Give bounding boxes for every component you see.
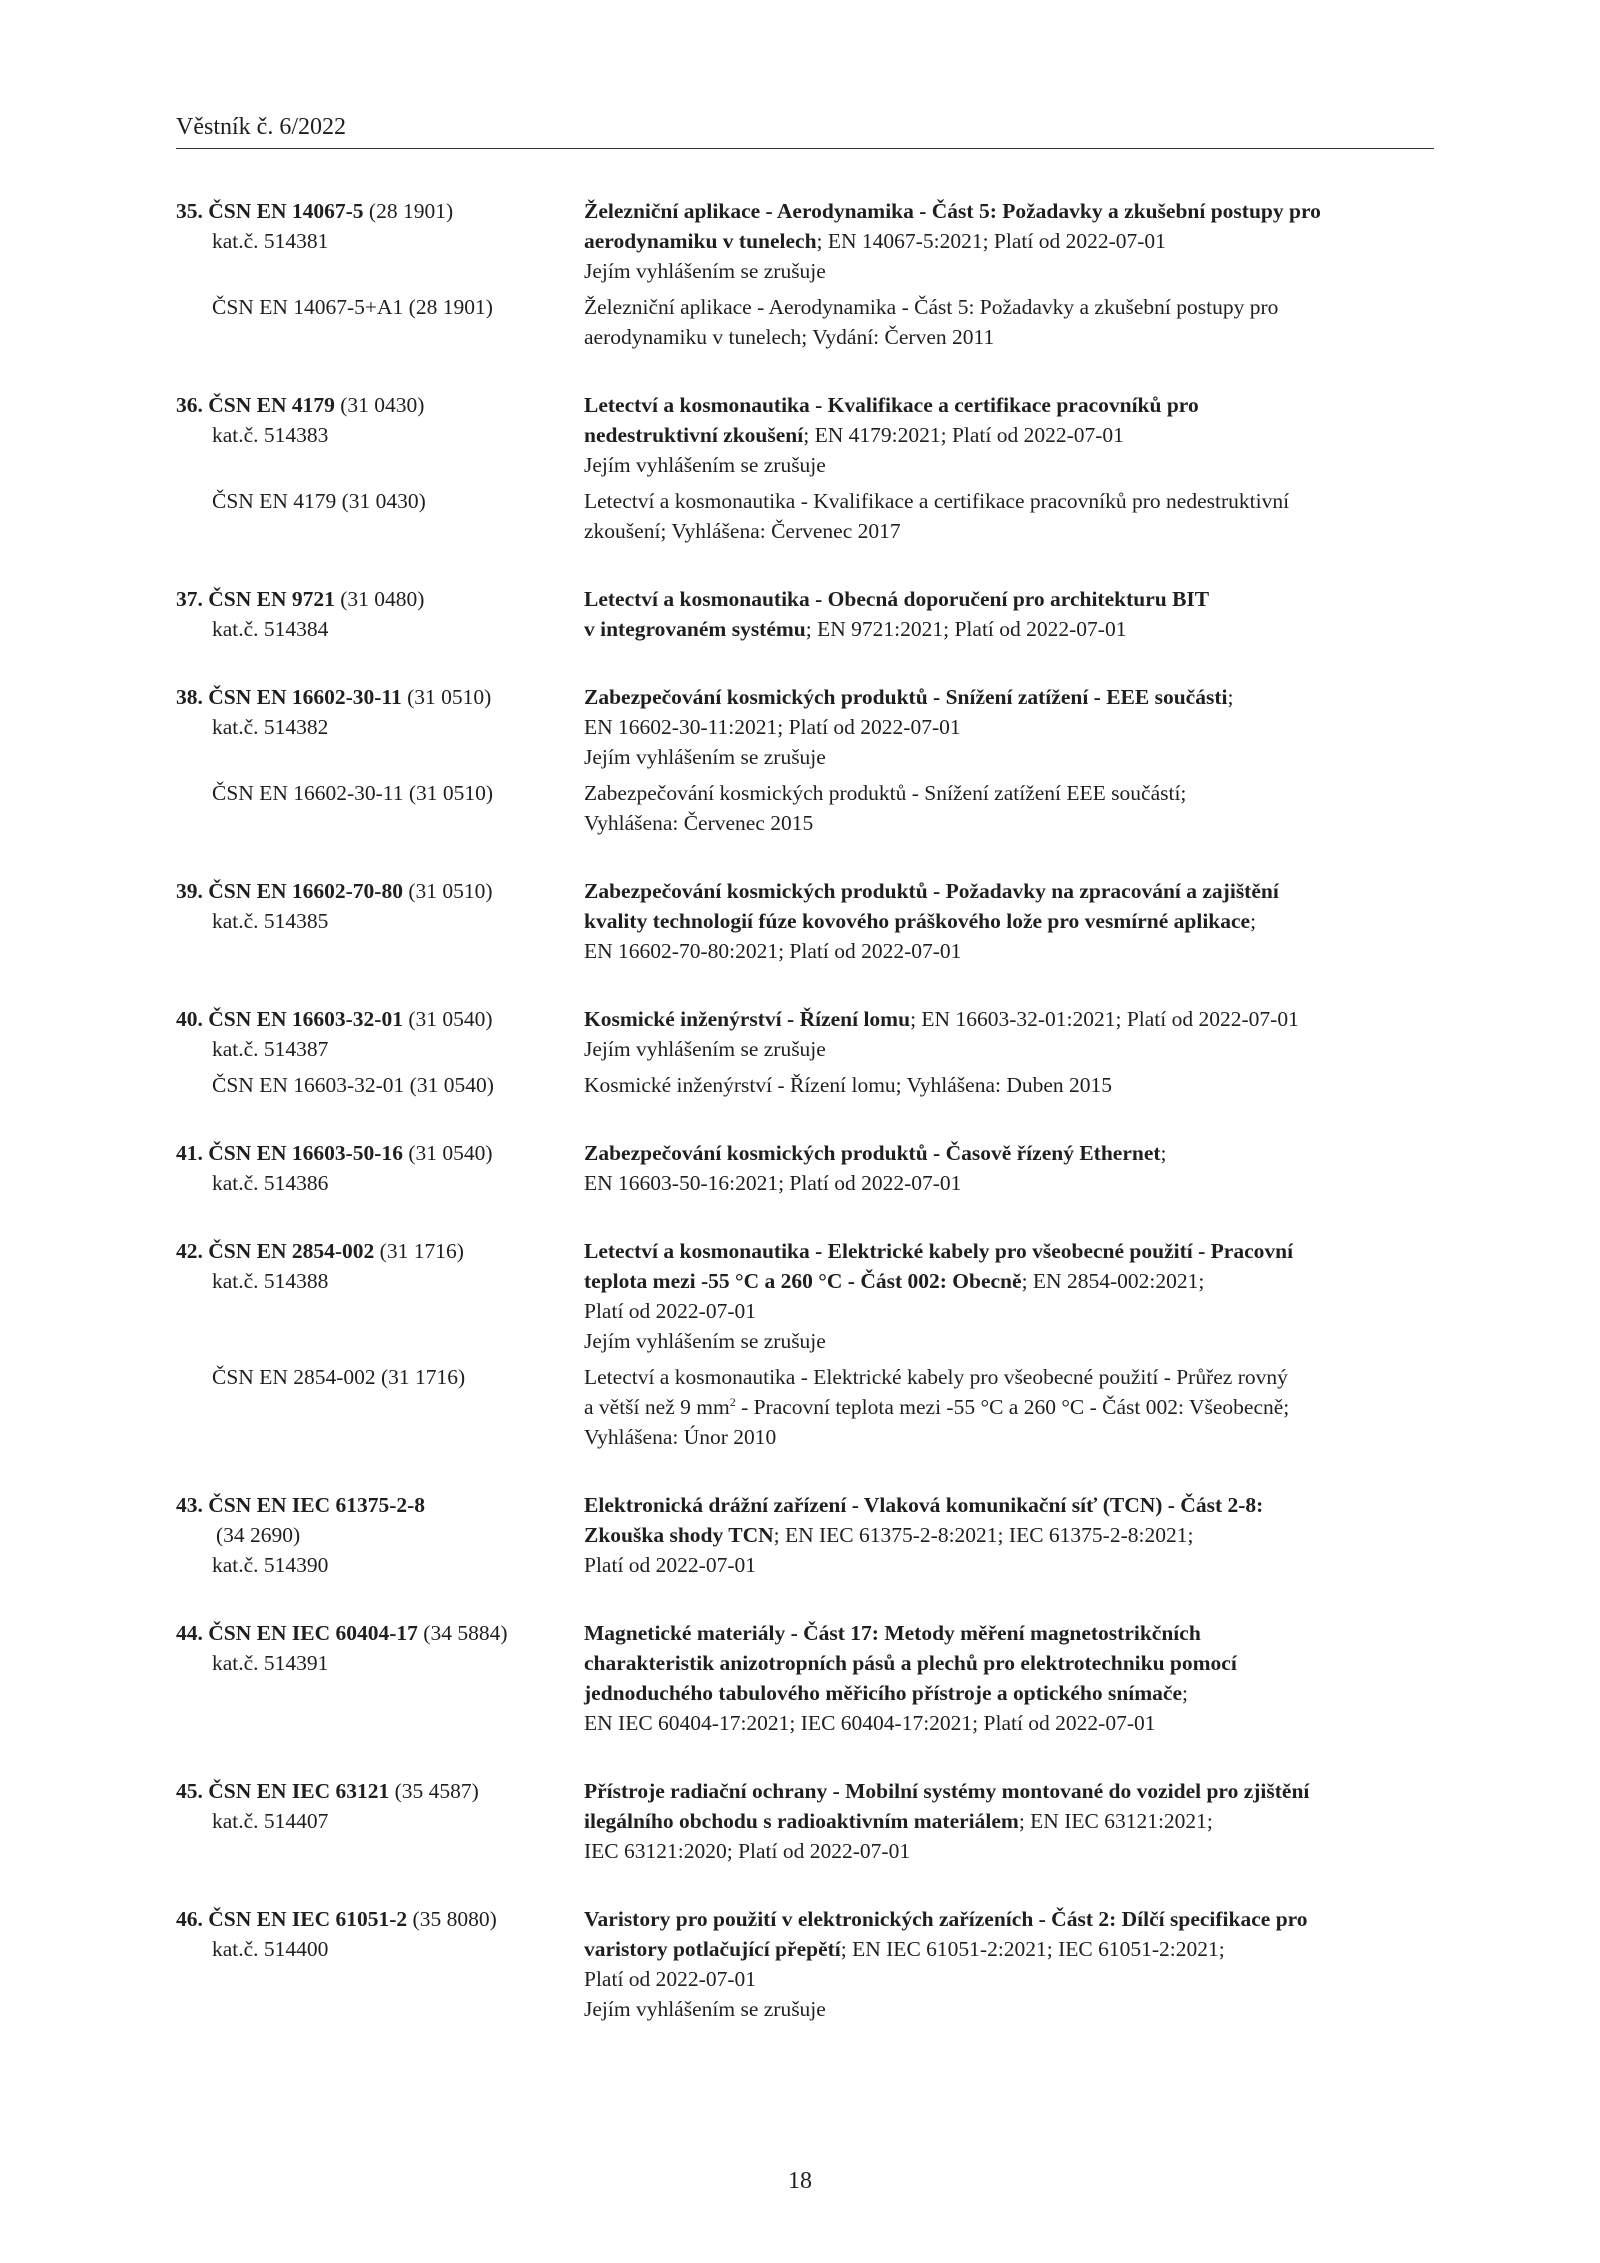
standard-entry-42 [176,1236,1434,1452]
superseded-code: ČSN EN 16602-30-11 (31 0510) [212,781,494,805]
title-bold: Letectví a kosmonautika - Obecná doporučení pro architekturu BIT [584,587,1210,611]
title-bold: v integrovaném systému [584,617,806,641]
title-details: ; [1227,685,1234,709]
standard-code: ČSN EN IEC 63121 [208,1779,390,1803]
standard-entry-44 [176,1618,1434,1738]
supersedes-note: Jejím vyhlášením se zrušuje [584,1997,826,2021]
standard-entry-40 [176,1004,1434,1100]
classification: (31 0540) [408,1007,493,1031]
catalog-number: kat.č. 514384 [212,617,329,641]
standard-entry-43 [176,1490,1434,1580]
superseded-code: ČSN EN 2854-002 (31 1716) [212,1365,466,1389]
title-bold: Zabezpečování kosmických produktů - Požadavky na zpracování a zajištění [584,879,1279,903]
classification: (31 0430) [340,393,425,417]
superseded-title: Vyhlášena: Únor 2010 [584,1425,777,1449]
standard-entry-45 [176,1776,1434,1866]
classification: (35 8080) [412,1907,497,1931]
classification: (31 1716) [379,1239,464,1263]
title-bold: teplota mezi -55 °C a 260 °C - Část 002: Obecně [584,1269,1022,1293]
entry-number: 45. [176,1779,203,1803]
title-details: ; EN 4179:2021; Platí od 2022-07-01 [803,423,1124,447]
supersedes-note: Jejím vyhlášením se zrušuje [584,259,826,283]
classification: (35 4587) [394,1779,479,1803]
standard-entry-41 [176,1138,1434,1198]
classification: (31 0480) [340,587,425,611]
page-header [176,112,1434,149]
classification: (34 5884) [423,1621,508,1645]
title-bold: nedestruktivní zkoušení [584,423,804,447]
standard-entry-38 [176,682,1434,838]
title-bold: Zkouška shody TCN [584,1523,774,1547]
title-details: ; EN IEC 61375-2-8:2021; IEC 61375-2-8:2021; [773,1523,1194,1547]
catalog-number: kat.č. 514382 [212,715,329,739]
entry-number: 46. [176,1907,203,1931]
standard-code: ČSN EN IEC 61051-2 [208,1907,408,1931]
title-details: ; EN IEC 61051-2:2021; IEC 61051-2:2021; [840,1937,1225,1961]
superseded-title: aerodynamiku v tunelech; Vydání: Červen 2011 [584,325,995,349]
title-bold: charakteristik anizotropních pásů a plechů pro elektrotechniku pomocí [584,1651,1237,1675]
standard-entry-35 [176,196,1434,352]
superseded-code: ČSN EN 16603-32-01 (31 0540) [212,1073,494,1097]
title-details: EN IEC 60404-17:2021; IEC 60404-17:2021; Platí od 2022-07-01 [584,1711,1156,1735]
catalog-number: kat.č. 514407 [212,1809,329,1833]
superseded-title: zkoušení; Vyhlášena: Červenec 2017 [584,519,901,543]
title-details: EN 16602-30-11:2021; Platí od 2022-07-01 [584,715,961,739]
standard-code: ČSN EN 16602-30-11 [208,685,402,709]
superseded-title: Vyhlášena: Červenec 2015 [584,811,814,835]
title-details: EN 16603-50-16:2021; Platí od 2022-07-01 [584,1171,962,1195]
title-details: ; [1182,1681,1188,1705]
catalog-number: kat.č. 514381 [212,229,329,253]
supersedes-note: Jejím vyhlášením se zrušuje [584,453,826,477]
title-bold: Letectví a kosmonautika - Kvalifikace a certifikace pracovníků pro [584,393,1199,417]
title-bold: Přístroje radiační ochrany - Mobilní systémy montované do vozidel pro zjištění [584,1779,1310,1803]
standard-entry-46 [176,1904,1434,2024]
superseded-code: ČSN EN 14067-5+A1 (28 1901) [212,295,493,319]
entry-number: 39. [176,879,203,903]
superseded-title: Letectví a kosmonautika - Kvalifikace a certifikace pracovníků pro nedestruktivní [584,489,1290,513]
title-bold: Zabezpečování kosmických produktů - Časově řízený Ethernet [584,1141,1161,1165]
superseded-title: a větší než 9 mm [584,1395,730,1419]
catalog-number: kat.č. 514383 [212,423,329,447]
title-bold: varistory potlačující přepětí [584,1937,841,1961]
entry-number: 40. [176,1007,203,1031]
classification: (31 0510) [408,879,493,903]
title-details: ; EN IEC 63121:2021; [1018,1809,1213,1833]
title-details: ; [1160,1141,1167,1165]
catalog-number: kat.č. 514390 [212,1553,329,1577]
title-bold: ilegálního obchodu s radioaktivním materiálem [584,1809,1019,1833]
title-details: Platí od 2022-07-01 [584,1967,756,1991]
title-details: EN 16602-70-80:2021; Platí od 2022-07-01 [584,939,962,963]
catalog-number: kat.č. 514385 [212,909,329,933]
standard-code: ČSN EN 9721 [208,587,335,611]
classification: (34 2690) [216,1523,301,1547]
standard-code: ČSN EN 4179 [208,393,335,417]
supersedes-note: Jejím vyhlášením se zrušuje [584,1329,826,1353]
title-details: ; EN 14067-5:2021; Platí od 2022-07-01 [816,229,1166,253]
title-details: Platí od 2022-07-01 [584,1553,756,1577]
standard-code: ČSN EN 16602-70-80 [208,879,403,903]
entry-number: 44. [176,1621,203,1645]
title-details: Platí od 2022-07-01 [584,1299,756,1323]
supersedes-note: Jejím vyhlášením se zrušuje [584,745,826,769]
title-bold: Magnetické materiály - Část 17: Metody měření magnetostrikčních [584,1621,1201,1645]
title-bold: jednoduchého tabulového měřicího přístroje a optického snímače [584,1681,1183,1705]
standard-code: ČSN EN 2854-002 [208,1239,375,1263]
title-details: IEC 63121:2020; Platí od 2022-07-01 [584,1839,911,1863]
page-number: 18 [788,2168,812,2194]
entry-number: 41. [176,1141,203,1165]
standard-code: ČSN EN 14067-5 [208,199,364,223]
title-bold: Elektronická drážní zařízení - Vlaková komunikační síť (TCN) - Část 2-8: [584,1493,1264,1517]
superseded-title: Letectví a kosmonautika - Elektrické kabely pro všeobecné použití - Průřez rovný [584,1365,1288,1389]
standard-code: ČSN EN 16603-50-16 [208,1141,403,1165]
superseded-title-line [584,1392,1434,1422]
entry-number: 43. [176,1493,203,1517]
superscript: 2 [729,1395,736,1409]
catalog-number: kat.č. 514387 [212,1037,329,1061]
title-bold: aerodynamiku v tunelech [584,229,817,253]
classification: (31 0510) [407,685,492,709]
superseded-title: Železniční aplikace - Aerodynamika - Část 5: Požadavky a zkušební postupy pro [584,295,1279,319]
title-details: ; EN 9721:2021; Platí od 2022-07-01 [805,617,1127,641]
title-details: ; EN 16603-32-01:2021; Platí od 2022-07-01 [910,1007,1299,1031]
standard-code: ČSN EN IEC 61375-2-8 [208,1493,426,1517]
standard-entry-37 [176,584,1434,644]
entry-number: 36. [176,393,203,417]
title-bold: Letectví a kosmonautika - Elektrické kabely pro všeobecné použití - Pracovní [584,1239,1294,1263]
title-bold: Kosmické inženýrství - Řízení lomu [584,1007,911,1031]
supersedes-note: Jejím vyhlášením se zrušuje [584,1037,826,1061]
superseded-code: ČSN EN 4179 (31 0430) [212,489,426,513]
standard-code: ČSN EN 16603-32-01 [208,1007,403,1031]
catalog-number: kat.č. 514400 [212,1937,329,1961]
entry-number: 35. [176,199,203,223]
classification: (28 1901) [368,199,454,223]
catalog-number: kat.č. 514388 [212,1269,329,1293]
title-bold: Zabezpečování kosmických produktů - Snížení zatížení - EEE součásti [584,685,1228,709]
catalog-number: kat.č. 514391 [212,1651,329,1675]
classification: (31 0540) [408,1141,493,1165]
title-bold: kvality technologií fúze kovového práškového lože pro vesmírné aplikace [584,909,1251,933]
title-details: ; [1250,909,1257,933]
title-bold: Železniční aplikace - Aerodynamika - Část 5: Požadavky a zkušební postupy pro [584,199,1321,223]
superseded-title: Zabezpečování kosmických produktů - Snížení zatížení EEE součástí; [584,781,1187,805]
entry-number: 38. [176,685,203,709]
entry-number: 37. [176,587,203,611]
title-details: ; EN 2854-002:2021; [1021,1269,1205,1293]
superseded-title: Kosmické inženýrství - Řízení lomu; Vyhlášena: Duben 2015 [584,1073,1113,1097]
standard-entry-39 [176,876,1434,966]
superseded-title: - Pracovní teplota mezi -55 °C a 260 °C - Část 002: Všeobecně; [735,1395,1290,1419]
entry-number: 42. [176,1239,203,1263]
title-bold: Varistory pro použití v elektronických zařízeních - Část 2: Dílčí specifikace pro [584,1907,1308,1931]
catalog-number: kat.č. 514386 [212,1171,329,1195]
standards-list [176,196,1434,2024]
standard-entry-36 [176,390,1434,546]
standard-code: ČSN EN IEC 60404-17 [208,1621,418,1645]
journal-title: Věstník č. 6/2022 [176,114,346,140]
